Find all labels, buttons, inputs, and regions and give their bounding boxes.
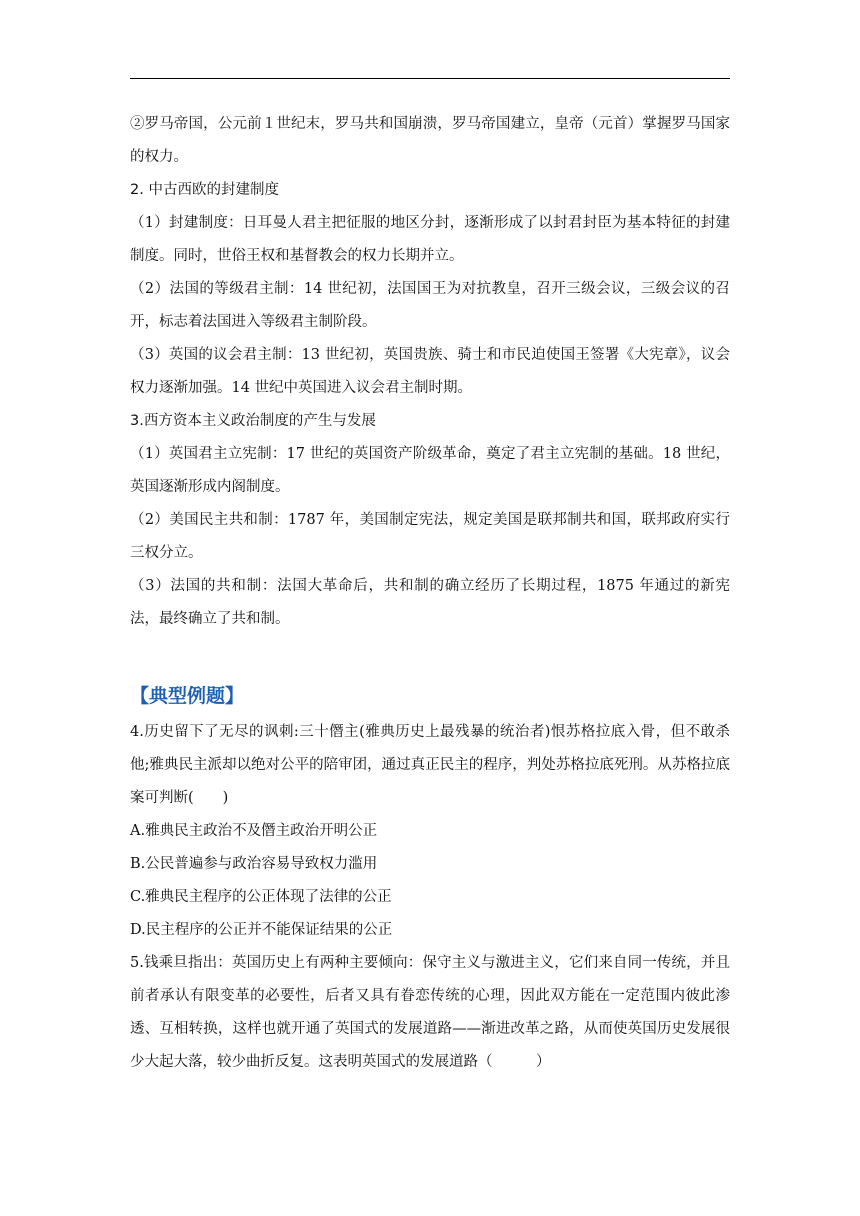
document-body xyxy=(130,108,730,1079)
paragraph-french-estates-monarchy: （2）法国的等级君主制：14 世纪初，法国国王为对抗教皇，召开三级会议，三级会议的召开，标志着法国进入等级君主制阶段。 xyxy=(130,281,730,330)
question-4-option-c: C.雅典民主程序的公正体现了法律的公正 xyxy=(130,889,392,905)
paragraph-french-republic: （3）法国的共和制：法国大革命后，共和制的确立经历了长期过程，1875 年通过的新宪法，最终确立了共和制。 xyxy=(130,578,730,627)
question-4-option-a: A.雅典民主政治不及僭主政治开明公正 xyxy=(130,823,378,839)
header-rule xyxy=(130,78,730,79)
question-4-option-d: D.民主程序的公正并不能保证结果的公正 xyxy=(130,922,393,938)
paragraph-feudal-system: （1）封建制度：日耳曼人君主把征服的地区分封，逐渐形成了以封君封臣为基本特征的封建制度。同时，世俗王权和基督教会的权力长期并立。 xyxy=(130,215,730,264)
heading-capitalist-political-systems: 3.西方资本主义政治制度的产生与发展 xyxy=(130,413,376,429)
question-4-stem: 4.历史留下了无尽的讽刺:三十僭主(雅典历史上最残暴的统治者)恨苏格拉底入骨，但不敢杀他;雅典民主派却以绝对公平的陪审团，通过真正民主的程序，判处苏格拉底死刑。从苏格拉底案可判断( ) xyxy=(130,724,730,806)
paragraph-british-constitutional-monarchy: （1）英国君主立宪制：17 世纪的英国资产阶级革命，奠定了君主立宪制的基础。18 世纪，英国逐渐形成内阁制度。 xyxy=(130,446,730,495)
paragraph-english-parliamentary-monarchy: （3）英国的议会君主制：13 世纪初，英国贵族、骑士和市民迫使国王签署《大宪章》，议会权力逐渐加强。14 世纪中英国进入议会君主制时期。 xyxy=(130,347,730,396)
question-5-stem: 5.钱乘旦指出：英国历史上有两种主要倾向：保守主义与激进主义，它们来自同一传统，并且前者承认有限变革的必要性，后者又具有眷恋传统的心理，因此双方能在一定范围内彼此渗透、互相转换，这样也就开通了英国式的发展道路——渐进改革之路，从而使英国历史发展很少大起大落，较少曲折反复。这表明英国式的发展道路（ ） xyxy=(130,955,730,1070)
paragraph-american-republic: （2）美国民主共和制：1787 年，美国制定宪法，规定美国是联邦制共和国，联邦政府实行三权分立。 xyxy=(130,512,730,561)
section-title-typical-examples: 【典型例题】 xyxy=(130,685,245,707)
question-4-option-b: B.公民普遍参与政治容易导致权力滥用 xyxy=(130,856,378,872)
heading-medieval-feudalism: 2. 中古西欧的封建制度 xyxy=(130,182,279,198)
paragraph-roman-empire: ②罗马帝国，公元前１世纪末，罗马共和国崩溃，罗马帝国建立，皇帝（元首）掌握罗马国家的权力。 xyxy=(130,116,730,165)
